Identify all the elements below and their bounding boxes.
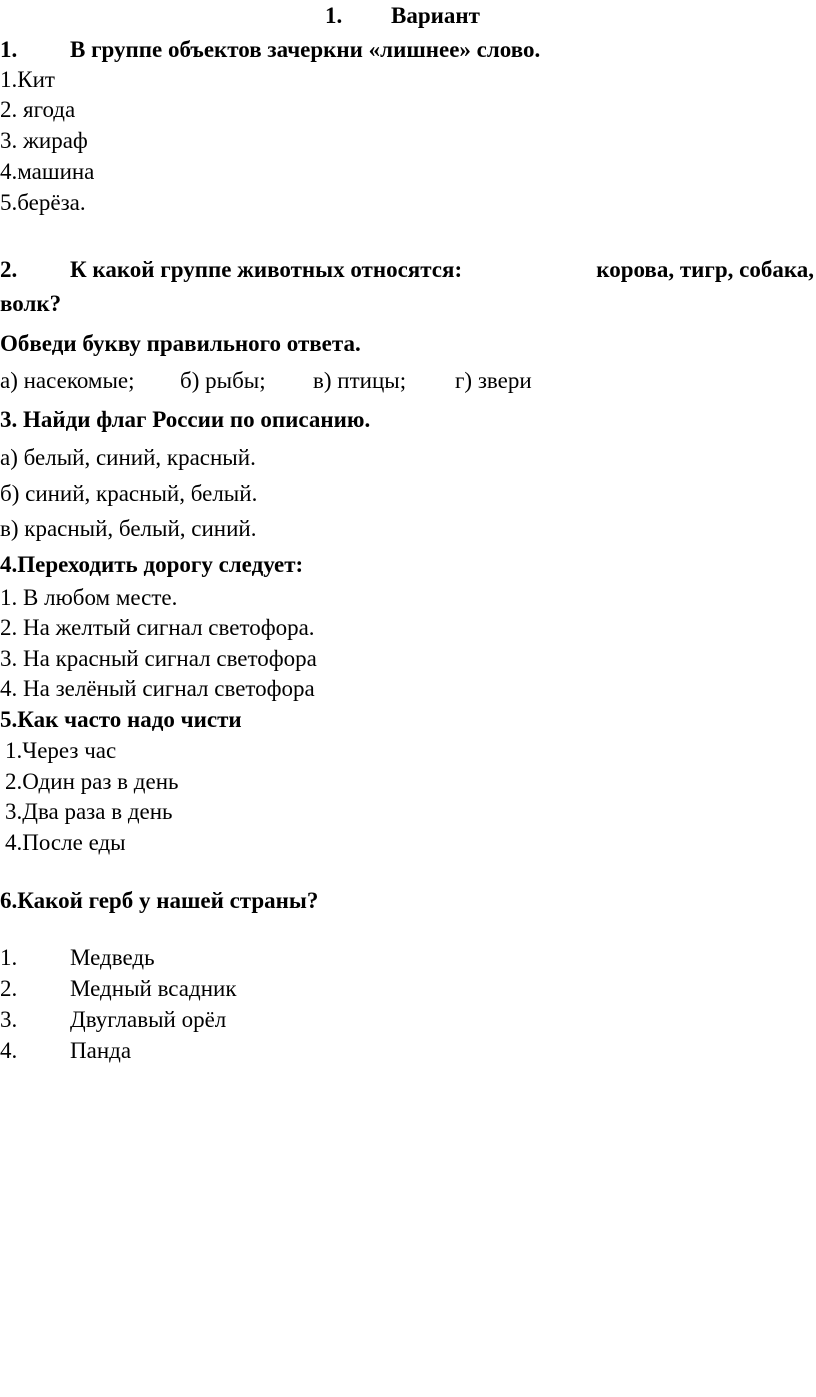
question-2-text-line2: волк? [0, 291, 62, 316]
question-6-option-number: 4. [0, 1038, 18, 1063]
question-4-option: 1. В любом месте. [0, 585, 178, 610]
title-text: Вариант [391, 3, 480, 28]
question-1-item: 3. жираф [0, 128, 88, 153]
question-2-instruction: Обведи букву правильного ответа. [0, 331, 361, 356]
question-4-option: 2. На желтый сигнал светофора. [0, 615, 315, 640]
title-number: 1. [325, 3, 343, 28]
question-6-option-number: 3. [0, 1007, 18, 1032]
question-5-option: 2.Один раз в день [5, 769, 179, 794]
question-5-option: 3.Два раза в день [5, 799, 173, 824]
question-3-option: б) синий, красный, белый. [0, 481, 258, 506]
question-5-option: 4.После еды [5, 830, 126, 855]
question-2-option: а) насекомые; [0, 368, 135, 393]
question-1-item: 2. ягода [0, 97, 76, 122]
question-6-option-text: Медный всадник [70, 976, 237, 1001]
question-2-text-line1b: корова, тигр, собака, [596, 257, 814, 282]
question-1-item: 4.машина [0, 159, 95, 184]
question-6: 6.Какой герб у нашей страны? [0, 888, 319, 913]
question-2-option: г) звери [455, 368, 532, 393]
question-1-text: В группе объектов зачеркни «лишнее» слово. [70, 37, 541, 62]
question-1-item: 5.берёза. [0, 190, 86, 215]
question-6-option [0, 975, 237, 1003]
question-1 [0, 36, 540, 64]
question-6-option [0, 1037, 131, 1065]
question-2-option: б) рыбы; [180, 368, 266, 393]
question-2-number: 2. [0, 257, 18, 282]
question-6-option-text: Медведь [70, 945, 155, 970]
question-3: 3. Найди флаг России по описанию. [0, 407, 371, 432]
question-3-option: в) красный, белый, синий. [0, 516, 257, 541]
question-3-option: а) белый, синий, красный. [0, 445, 256, 470]
question-6-option [0, 1006, 226, 1034]
page-title [325, 2, 480, 30]
question-5-option: 1.Через час [5, 738, 117, 763]
question-6-option-text: Двуглавый орёл [70, 1007, 227, 1032]
question-1-item: 1.Кит [0, 67, 55, 92]
question-6-option-number: 1. [0, 945, 18, 970]
question-4-option: 4. На зелёный сигнал светофора [0, 676, 315, 701]
question-4: 4.Переходить дорогу следует: [0, 552, 304, 577]
question-4-option: 3. На красный сигнал светофора [0, 646, 317, 671]
question-2-option: в) птицы; [313, 368, 407, 393]
question-2 [0, 256, 816, 284]
question-6-option [0, 944, 155, 972]
question-6-option-text: Панда [70, 1038, 132, 1063]
question-6-option-number: 2. [0, 976, 18, 1001]
question-5: 5.Как часто надо чисти [0, 707, 242, 732]
question-1-number: 1. [0, 37, 18, 62]
question-2-text-line1: К какой группе животных относятся: [70, 257, 463, 282]
